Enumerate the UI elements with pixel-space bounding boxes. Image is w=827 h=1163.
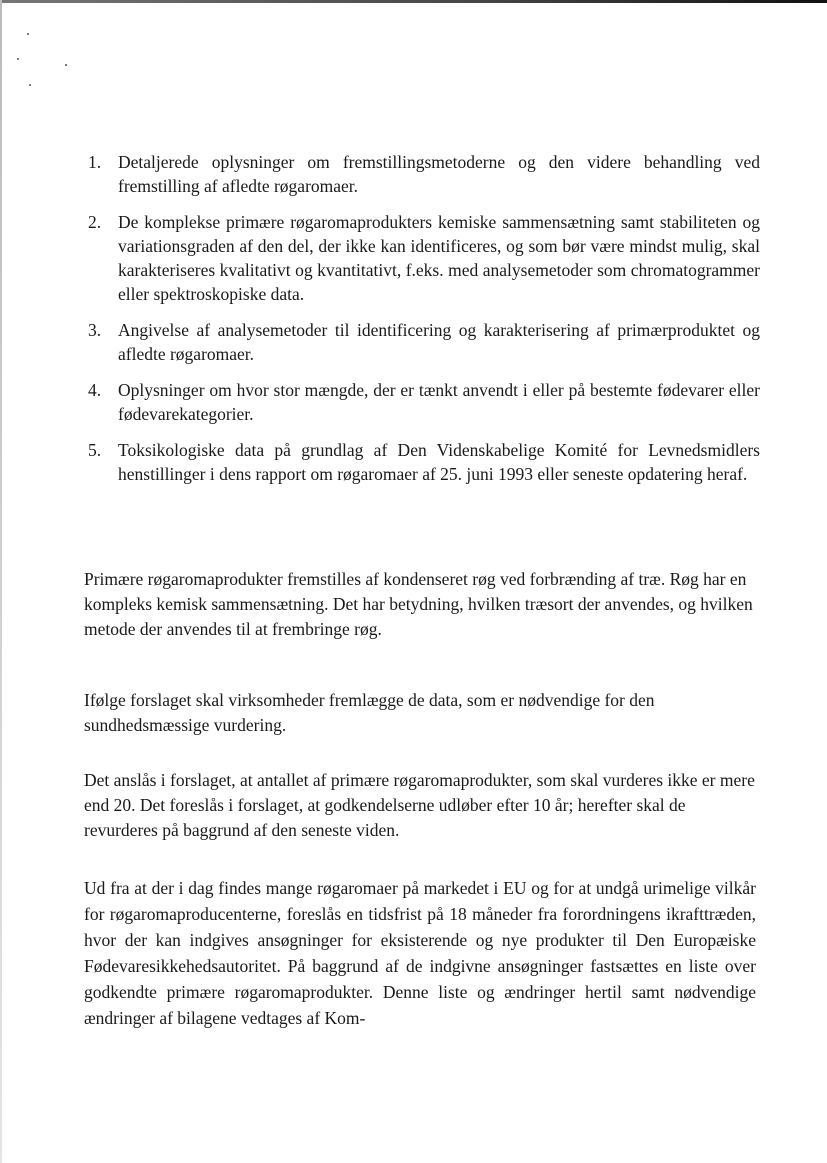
list-item xyxy=(88,150,760,198)
paragraph-deadline: Ud fra at der i dag findes mange røgaromaer på markedet i EU og for at undgå urimelige vilkår for røgaromaproducenterne, foreslås en tidsfrist på 18 måneder fra forordningens ikrafttræden, hvor der kan indgives ansøgninger for eksisterende og nye produkter til Den Europæiske Fødevaresikkehedsautoritet. På baggrund af de indgivne ansøgninger fastsættes en liste over godkendte primære røgaromaprodukter. Denne liste og ændringer hertil samt nødvendige ændringer af bilagene vedtages af Kom- xyxy=(84,878,756,1028)
list-text: Oplysninger om hvor stor mængde, der er tænkt anvendt i eller på bestemte fødevarer eller fødevarekategorier. xyxy=(118,380,760,424)
scan-border-top xyxy=(0,0,827,3)
scan-speck xyxy=(17,58,19,60)
paragraph-approval-expiry: Det anslås i forslaget, at antallet af primære røgaromaprodukter, som skal vurderes ikke er mere end 20. Det foreslås i forslaget, at godkendelserne udløber efter 10 år; herefter skal de revurderes på baggrund af den seneste viden. xyxy=(84,770,755,840)
list-text: Detaljerede oplysninger om fremstillingsmetoderne og den videre behandling ved fremstilling af afledte røgaromaer. xyxy=(118,152,760,196)
scan-speck xyxy=(65,64,67,66)
scan-speck xyxy=(29,84,31,86)
list-item xyxy=(88,318,760,366)
list-number: 3. xyxy=(88,320,102,340)
list-item xyxy=(88,210,760,306)
scan-speck xyxy=(27,33,29,35)
list-number: 4. xyxy=(88,380,102,400)
paragraph-data-requirement: Ifølge forslaget skal virksomheder fremlægge de data, som er nødvendige for den sundhedsmæssige vurdering. xyxy=(84,690,655,735)
list-item xyxy=(88,378,760,426)
list-text: Angivelse af analysemetoder til identificering og karakterisering af primærproduktet og afledte røgaromaer. xyxy=(118,320,760,364)
scan-border-left xyxy=(0,0,2,1163)
paragraph-smoke-production: Primære røgaromaprodukter fremstilles af kondenseret røg ved forbrænding af træ. Røg har en kompleks kemisk sammensætning. Det har betydning, hvilken træsort der anvendes, og hvilken metode der anvendes til at frembringe røg. xyxy=(84,569,753,639)
list-text: De komplekse primære røgaromaprodukters kemiske sammensætning samt stabiliteten og variationsgraden af den del, der ikke kan identificeres, og som bør være mindst mulig, skal karakteriseres kvalitativt og kvantitativt, f.eks. med analysemetoder som chromatogrammer eller spektroskopiske data. xyxy=(118,212,760,304)
list-number: 1. xyxy=(88,152,102,172)
list-number: 2. xyxy=(88,212,102,232)
list-item xyxy=(88,438,760,486)
requirements-list xyxy=(88,150,760,498)
list-number: 5. xyxy=(88,440,102,460)
list-text: Toksikologiske data på grundlag af Den Videnskabelige Komité for Levnedsmidlers henstillinger i dens rapport om røgaromaer af 25. juni 1993 eller seneste opdatering heraf. xyxy=(118,440,760,484)
